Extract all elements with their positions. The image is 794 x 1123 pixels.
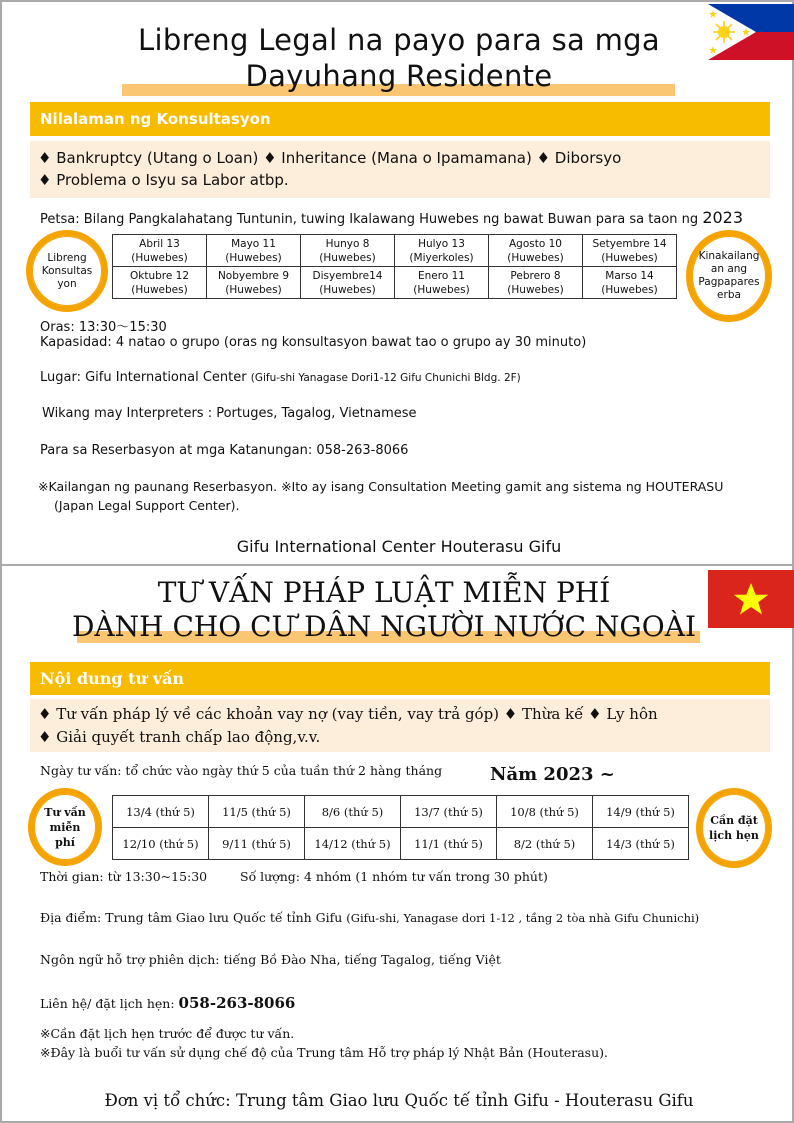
date-text: Ngày tư vấn: tổ chức vào ngày thứ 5 của tuần thứ 2 hàng tháng [40,763,443,778]
schedule-date: Marso 14 [605,269,654,282]
capacity: Kapasidad: 4 natao o grupo (oras ng konsultasyon bawat tao o grupo ay 30 minuto) [40,335,587,350]
contact: Para sa Reserbasyon at mga Katanungan: 058-263-8066 [40,443,409,458]
schedule-cell: 12/10 (thứ 5) [113,828,209,860]
schedule-date: Oktubre 12 [129,269,190,282]
title-line-1: TƯ VẤN PHÁP LUẬT MIỄN PHÍ [157,576,611,609]
schedule-cell [207,267,301,299]
schedule-date: Abril 13 [139,237,180,250]
appointment-required-label: Cần đặt lịch hẹn [709,814,759,842]
schedule-date: Setyembre 14 [592,237,667,250]
vietnamese-flyer [0,566,794,1123]
free-consultation-label: Libreng Konsultas yon [41,251,93,290]
place [40,370,521,385]
date-label: Petsa: Bilang Pangkalahatang Tuntunin, tuwing Ikalawang Huwebes ng bawat Buwan para sa taon ng [40,212,699,227]
schedule-cell [583,235,677,267]
schedule-cell: 8/6 (thứ 5) [305,796,401,828]
title-line-1: Libreng Legal na payo para sa mga [138,23,660,57]
section-header: Nilalaman ng Konsultasyon [30,102,770,136]
schedule-cell [489,235,583,267]
place [40,910,699,925]
page-title [62,22,736,94]
reservation-required-label: Kinakailang an ang Pagpapares erba [698,250,760,301]
place-label: Địa điểm: Trung tâm Giao lưu Quốc tế tỉnh Gifu [40,910,343,925]
topics-line-2: ♦ Giải quyết tranh chấp lao động,v.v. [38,728,321,746]
schedule-date: Enero 11 [418,269,465,282]
place-detail: (Gifu-shi Yanagase Dori1-12 Gifu Chunichi Bldg. 2F) [250,372,521,384]
schedule-weekday: (Miyerkoles) [409,251,474,264]
schedule-weekday: (Huwebes) [507,251,564,264]
schedule-cell: 13/7 (thứ 5) [401,796,497,828]
schedule-weekday: (Huwebes) [319,283,376,296]
free-consultation-badge [28,788,102,866]
schedule-cell: 11/1 (thứ 5) [401,828,497,860]
hours: Oras: 13:30～15:30 [40,320,167,335]
schedule-cell [395,267,489,299]
schedule-cell [207,235,301,267]
schedule-weekday: (Huwebes) [225,283,282,296]
schedule-date: Hunyo 8 [325,237,370,250]
schedule-row [113,828,689,860]
schedule-cell: 8/2 (thứ 5) [497,828,593,860]
schedule-row [113,267,677,299]
schedule-cell: 13/4 (thứ 5) [113,796,209,828]
schedule-cell: 14/9 (thứ 5) [593,796,689,828]
schedule-weekday: (Huwebes) [507,283,564,296]
schedule-date: Mayo 11 [231,237,276,250]
schedule-date: Disyembre14 [312,269,383,282]
schedule-cell: 14/12 (thứ 5) [305,828,401,860]
vietnam-flag-icon [708,570,794,628]
organizers: Gifu International Center Houterasu Gifu [236,537,562,556]
contact-phone: 058-263-8066 [178,994,296,1012]
schedule-weekday: (Huwebes) [601,251,658,264]
note-line-1: ※Kailangan ng paunang Reserbasyon. ※Ito ay isang Consultation Meeting gamit ang sistema ng HOUTERASU [38,479,724,494]
organizers: Đơn vị tổ chức: Trung tâm Giao lưu Quốc tế tỉnh Gifu - Houterasu Gifu [104,1091,694,1110]
topics-line-1: ♦ Tư vấn pháp lý về các khoản vay nợ (vay tiền, vay trả góp) ♦ Thừa kế ♦ Ly hôn [38,705,658,723]
contact [40,994,295,1012]
languages: Wikang may Interpreters : Portuges, Tagalog, Vietnamese [42,406,417,421]
place-label: Lugar: Gifu International Center [40,370,247,385]
date-text [40,208,743,227]
schedule-cell [395,235,489,267]
schedule-cell [489,267,583,299]
year: 2023 [702,208,744,227]
schedule-cell: 9/11 (thứ 5) [209,828,305,860]
contact-label: Liên hệ/ đặt lịch hẹn: [40,996,175,1011]
topics-line-2: ♦ Problema o Isyu sa Labor atbp. [38,171,289,189]
place-detail: (Gifu-shi, Yanagase dori 1-12 , tầng 2 tòa nhà Gifu Chunichi) [346,911,700,925]
schedule-weekday: (Huwebes) [319,251,376,264]
note-line-2: ※Đây là buổi tư vấn sử dụng chế độ của Trung tâm Hỗ trợ pháp lý Nhật Bản (Houterasu). [40,1045,608,1060]
schedule-table [112,234,677,299]
schedule-row [113,235,677,267]
schedule-date: Pebrero 8 [510,269,561,282]
schedule-row [113,796,689,828]
schedule-cell: 14/3 (thứ 5) [593,828,689,860]
schedule-date: Agosto 10 [509,237,562,250]
page-title [52,576,716,644]
schedule-cell [113,267,207,299]
schedule-date: Nobyembre 9 [217,269,290,282]
schedule-cell [583,267,677,299]
schedule-weekday: (Huwebes) [131,283,188,296]
topics-box [30,699,770,752]
schedule-weekday: (Huwebes) [413,283,470,296]
note-line-2: (Japan Legal Support Center). [54,498,240,513]
schedule-weekday: (Huwebes) [601,283,658,296]
year-text: Năm 2023 ~ [490,764,615,785]
capacity: Số lượng: 4 nhóm (1 nhóm tư vấn trong 30 phút) [240,869,548,884]
note-line-1: ※Cần đặt lịch hẹn trước để được tư vấn. [40,1026,295,1041]
hours: Thời gian: từ 13:30~15:30 [40,869,208,884]
schedule-cell: 10/8 (thứ 5) [497,796,593,828]
appointment-required-badge [696,788,772,868]
schedule-table [112,795,689,860]
languages: Ngôn ngữ hỗ trợ phiên dịch: tiếng Bồ Đào Nha, tiếng Tagalog, tiếng Việt [40,952,501,967]
title-line-2: Dayuhang Residente [245,59,553,93]
schedule-weekday: (Huwebes) [225,251,282,264]
schedule-date: Hulyo 13 [418,237,465,250]
free-consultation-label: Tư vấn miễn phí [44,805,86,849]
schedule-cell: 11/5 (thứ 5) [209,796,305,828]
schedule-cell [113,235,207,267]
title-line-2: DÀNH CHO CƯ DÂN NGƯỜI NƯỚC NGOÀI [71,610,697,643]
topics-line-1: ♦ Bankruptcy (Utang o Loan) ♦ Inheritance (Mana o Ipamamana) ♦ Diborsyo [38,149,622,167]
schedule-cell [301,235,395,267]
schedule-weekday: (Huwebes) [131,251,188,264]
schedule-cell [301,267,395,299]
section-header: Nội dung tư vấn [30,662,770,695]
reservation-required-badge [686,230,772,322]
free-consultation-badge [26,230,108,312]
topics-box [30,141,770,198]
